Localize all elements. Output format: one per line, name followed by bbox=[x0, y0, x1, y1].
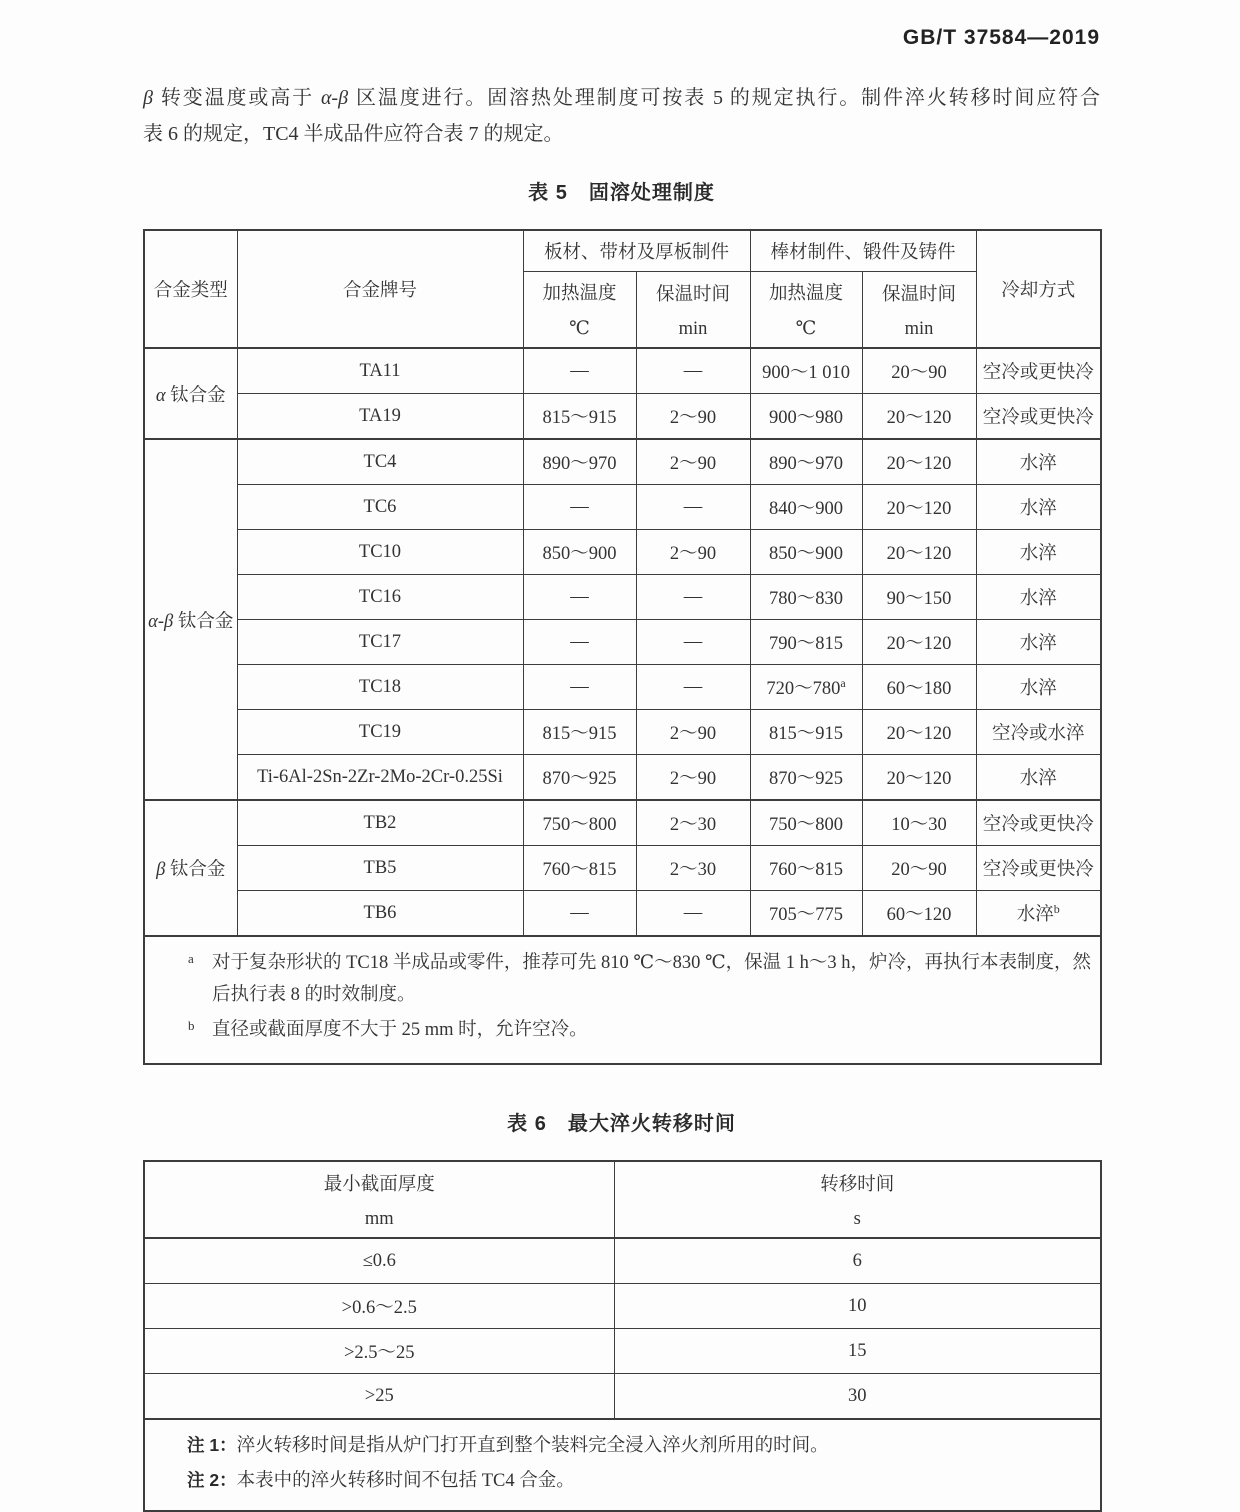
header-line: 最小截面厚度 bbox=[323, 1174, 435, 1195]
header-holding-time-bar bbox=[862, 272, 976, 349]
table5-title: 表 5 固溶处理制度 bbox=[528, 182, 715, 204]
value-cell: 20～120 bbox=[862, 755, 976, 801]
note-1 bbox=[187, 1428, 1090, 1463]
value-cell: 900～980 bbox=[750, 394, 862, 440]
header-line: 保温时间 bbox=[656, 284, 731, 305]
value-cell: — bbox=[636, 891, 750, 937]
value-cell: 2～90 bbox=[636, 530, 750, 575]
value-cell: 900～1 010 bbox=[750, 348, 862, 394]
table5-row bbox=[144, 394, 1101, 440]
value-cell: — bbox=[523, 665, 636, 710]
value-cell: 750～800 bbox=[523, 800, 636, 846]
table6-row bbox=[144, 1238, 1101, 1284]
header-group-plate: 板材、带材及厚板制件 bbox=[523, 230, 750, 272]
footnote-cell bbox=[144, 936, 1101, 1064]
footnote-row bbox=[144, 936, 1101, 1064]
value-cell: 2～90 bbox=[636, 710, 750, 755]
value-cell: 705～775 bbox=[750, 891, 862, 937]
alloy-grade-cell: TB6 bbox=[237, 891, 523, 937]
table5-header bbox=[144, 230, 1101, 348]
alloy-grade-cell: TC6 bbox=[237, 485, 523, 530]
alloy-grade-cell: TA11 bbox=[237, 348, 523, 394]
footnote-a bbox=[188, 947, 1094, 1011]
value-cell: — bbox=[523, 348, 636, 394]
time-cell: 6 bbox=[614, 1238, 1101, 1284]
value-cell: 水淬 bbox=[976, 755, 1101, 801]
alloy-grade-cell: TC4 bbox=[237, 439, 523, 485]
header-min-thickness bbox=[144, 1161, 614, 1238]
value-cell: 水淬 bbox=[976, 665, 1101, 710]
value-cell: — bbox=[636, 575, 750, 620]
alloy-grade-cell: TB5 bbox=[237, 846, 523, 891]
alloy-type-cell: α-β 钛合金 bbox=[144, 439, 237, 800]
header-line: 保温时间 bbox=[882, 284, 957, 305]
header-line: 加热温度 bbox=[542, 284, 617, 304]
table5-footnotes bbox=[144, 936, 1101, 1064]
value-cell: 2～90 bbox=[636, 755, 750, 801]
value-cell: 815～915 bbox=[750, 710, 862, 755]
value-cell: — bbox=[636, 620, 750, 665]
table6-row bbox=[144, 1284, 1101, 1329]
table5-row bbox=[144, 710, 1101, 755]
value-cell: 790～815 bbox=[750, 620, 862, 665]
table6-header bbox=[144, 1161, 1101, 1238]
unit-celsius: ℃ bbox=[795, 319, 817, 339]
note-1-text: 淬火转移时间是指从炉门打开直到整个装料完全浸入淬火剂所用的时间。 bbox=[236, 1436, 829, 1456]
table6-title: 表 6 最大淬火转移时间 bbox=[507, 1113, 736, 1135]
value-cell: 815～915 bbox=[523, 710, 636, 755]
value-cell: 850～900 bbox=[750, 530, 862, 575]
unit-min: min bbox=[904, 318, 934, 339]
table5-row bbox=[144, 846, 1101, 891]
value-cell: 840～900 bbox=[750, 485, 862, 530]
table6-row bbox=[144, 1374, 1101, 1420]
value-cell: 空冷或更快冷 bbox=[976, 846, 1101, 891]
value-cell: 720～780$^a$ bbox=[750, 665, 862, 710]
header-alloy-grade: 合金牌号 bbox=[237, 230, 523, 348]
table5-row bbox=[144, 530, 1101, 575]
alloy-type-cell: β 钛合金 bbox=[144, 800, 237, 936]
value-cell: 20～120 bbox=[862, 710, 976, 755]
value-cell: — bbox=[636, 348, 750, 394]
note-1-label: 注 1： bbox=[187, 1435, 237, 1455]
intro-paragraph bbox=[143, 80, 1100, 152]
value-cell: 870～925 bbox=[523, 755, 636, 801]
footnote-b-marker: b bbox=[188, 1018, 195, 1033]
alloy-grade-cell: TC10 bbox=[237, 530, 523, 575]
value-cell: 水淬 bbox=[976, 439, 1101, 485]
alloy-grade-cell: Ti-6Al-2Sn-2Zr-2Mo-2Cr-0.25Si bbox=[237, 755, 523, 801]
table6-row bbox=[144, 1329, 1101, 1374]
alloy-grade-cell: TC17 bbox=[237, 620, 523, 665]
value-cell: 850～900 bbox=[523, 530, 636, 575]
header-transfer-time bbox=[614, 1161, 1101, 1238]
value-cell: 890～970 bbox=[523, 439, 636, 485]
value-cell: 780～830 bbox=[750, 575, 862, 620]
value-cell: 2～90 bbox=[636, 394, 750, 440]
header-holding-time-plate bbox=[636, 272, 750, 349]
value-cell: 20～90 bbox=[862, 348, 976, 394]
value-cell: 20～120 bbox=[862, 530, 976, 575]
value-cell: 760～815 bbox=[523, 846, 636, 891]
thickness-cell: >25 bbox=[144, 1374, 614, 1420]
value-cell: 水淬 bbox=[976, 575, 1101, 620]
value-cell: 水淬$^b$ bbox=[976, 891, 1101, 937]
table5-row bbox=[144, 575, 1101, 620]
unit-celsius: ℃ bbox=[569, 319, 590, 339]
value-cell: 20～120 bbox=[862, 439, 976, 485]
value-cell: 20～120 bbox=[862, 620, 976, 665]
unit-min: min bbox=[678, 318, 708, 339]
header-heating-temp-plate bbox=[523, 272, 636, 349]
table5-row bbox=[144, 348, 1101, 394]
header-cooling: 冷却方式 bbox=[976, 230, 1101, 348]
unit-s: s bbox=[853, 1208, 861, 1229]
table5-row bbox=[144, 439, 1101, 485]
notes-cell bbox=[144, 1419, 1101, 1511]
value-cell: 2～90 bbox=[636, 439, 750, 485]
value-cell: 水淬 bbox=[976, 485, 1101, 530]
footnote-b-text: 直径或截面厚度不大于 25 mm 时，允许空冷。 bbox=[212, 1020, 588, 1040]
value-cell: 750～800 bbox=[750, 800, 862, 846]
value-cell: — bbox=[523, 891, 636, 937]
table6-transfer-time bbox=[143, 1160, 1102, 1512]
value-cell: 760～815 bbox=[750, 846, 862, 891]
value-cell: 890～970 bbox=[750, 439, 862, 485]
value-cell: — bbox=[523, 575, 636, 620]
note-2 bbox=[187, 1463, 1090, 1498]
value-cell: 20～90 bbox=[862, 846, 976, 891]
value-cell: — bbox=[636, 665, 750, 710]
value-cell: 空冷或更快冷 bbox=[976, 348, 1101, 394]
value-cell: 水淬 bbox=[976, 530, 1101, 575]
table5-row bbox=[144, 800, 1101, 846]
value-cell: 60～180 bbox=[862, 665, 976, 710]
note-2-label: 注 2： bbox=[187, 1470, 237, 1490]
header-line: 转移时间 bbox=[820, 1174, 895, 1195]
table5-solution-treatment bbox=[143, 229, 1102, 1065]
value-cell: 空冷或更快冷 bbox=[976, 800, 1101, 846]
paragraph-line-1: β 转变温度或高于 α-β 区温度进行。固溶热处理制度可按表 5 的规定执行。制件淬火转移时间应符合 bbox=[143, 87, 1101, 109]
alloy-type-cell: α 钛合金 bbox=[144, 348, 237, 439]
value-cell: 20～120 bbox=[862, 485, 976, 530]
value-cell: 10～30 bbox=[862, 800, 976, 846]
table5-body bbox=[144, 348, 1101, 936]
time-cell: 10 bbox=[614, 1284, 1101, 1329]
alloy-grade-cell: TC18 bbox=[237, 665, 523, 710]
value-cell: 60～120 bbox=[862, 891, 976, 937]
table5-row bbox=[144, 755, 1101, 801]
value-cell: — bbox=[523, 485, 636, 530]
alloy-grade-cell: TC16 bbox=[237, 575, 523, 620]
footnote-a-marker: a bbox=[188, 951, 194, 966]
value-cell: 870～925 bbox=[750, 755, 862, 801]
value-cell: — bbox=[523, 620, 636, 665]
table5-row bbox=[144, 891, 1101, 937]
thickness-cell: >0.6～2.5 bbox=[144, 1284, 614, 1329]
value-cell: 815～915 bbox=[523, 394, 636, 440]
table6-body bbox=[144, 1238, 1101, 1419]
time-cell: 30 bbox=[614, 1374, 1101, 1420]
footnote-a-text: 对于复杂形状的 TC18 半成品或零件，推荐可先 810 ℃～830 ℃，保温 1 h～3 h，炉冷，再执行本表制度，然后执行表 8 的时效制度。 bbox=[212, 953, 1092, 1005]
header-alloy-type: 合金类型 bbox=[144, 230, 237, 348]
alloy-grade-cell: TB2 bbox=[237, 800, 523, 846]
value-cell: 空冷或更快冷 bbox=[976, 394, 1101, 440]
notes-row bbox=[144, 1419, 1101, 1511]
value-cell: 2～30 bbox=[636, 846, 750, 891]
note-2-text: 本表中的淬火转移时间不包括 TC4 合金。 bbox=[236, 1471, 575, 1491]
paragraph-line-2: 表 6 的规定，TC4 半成品件应符合表 7 的规定。 bbox=[143, 123, 564, 145]
alloy-grade-cell: TA19 bbox=[237, 394, 523, 440]
value-cell: 空冷或水淬 bbox=[976, 710, 1101, 755]
thickness-cell: ≤0.6 bbox=[144, 1238, 614, 1284]
standard-number: GB/T 37584—2019 bbox=[902, 26, 1100, 49]
table5-row bbox=[144, 485, 1101, 530]
value-cell: 水淬 bbox=[976, 620, 1101, 665]
header-group-bar: 棒材制件、锻件及铸件 bbox=[750, 230, 976, 272]
thickness-cell: >2.5～25 bbox=[144, 1329, 614, 1374]
header-line: 加热温度 bbox=[769, 284, 844, 304]
table5-row bbox=[144, 665, 1101, 710]
time-cell: 15 bbox=[614, 1329, 1101, 1374]
footnote-b bbox=[188, 1014, 1094, 1046]
table6-notes bbox=[144, 1419, 1101, 1511]
table5-row bbox=[144, 620, 1101, 665]
unit-mm: mm bbox=[364, 1208, 394, 1229]
value-cell: 20～120 bbox=[862, 394, 976, 440]
value-cell: 90～150 bbox=[862, 575, 976, 620]
header-heating-temp-bar bbox=[750, 272, 862, 349]
alloy-grade-cell: TC19 bbox=[237, 710, 523, 755]
value-cell: — bbox=[636, 485, 750, 530]
value-cell: 2～30 bbox=[636, 800, 750, 846]
